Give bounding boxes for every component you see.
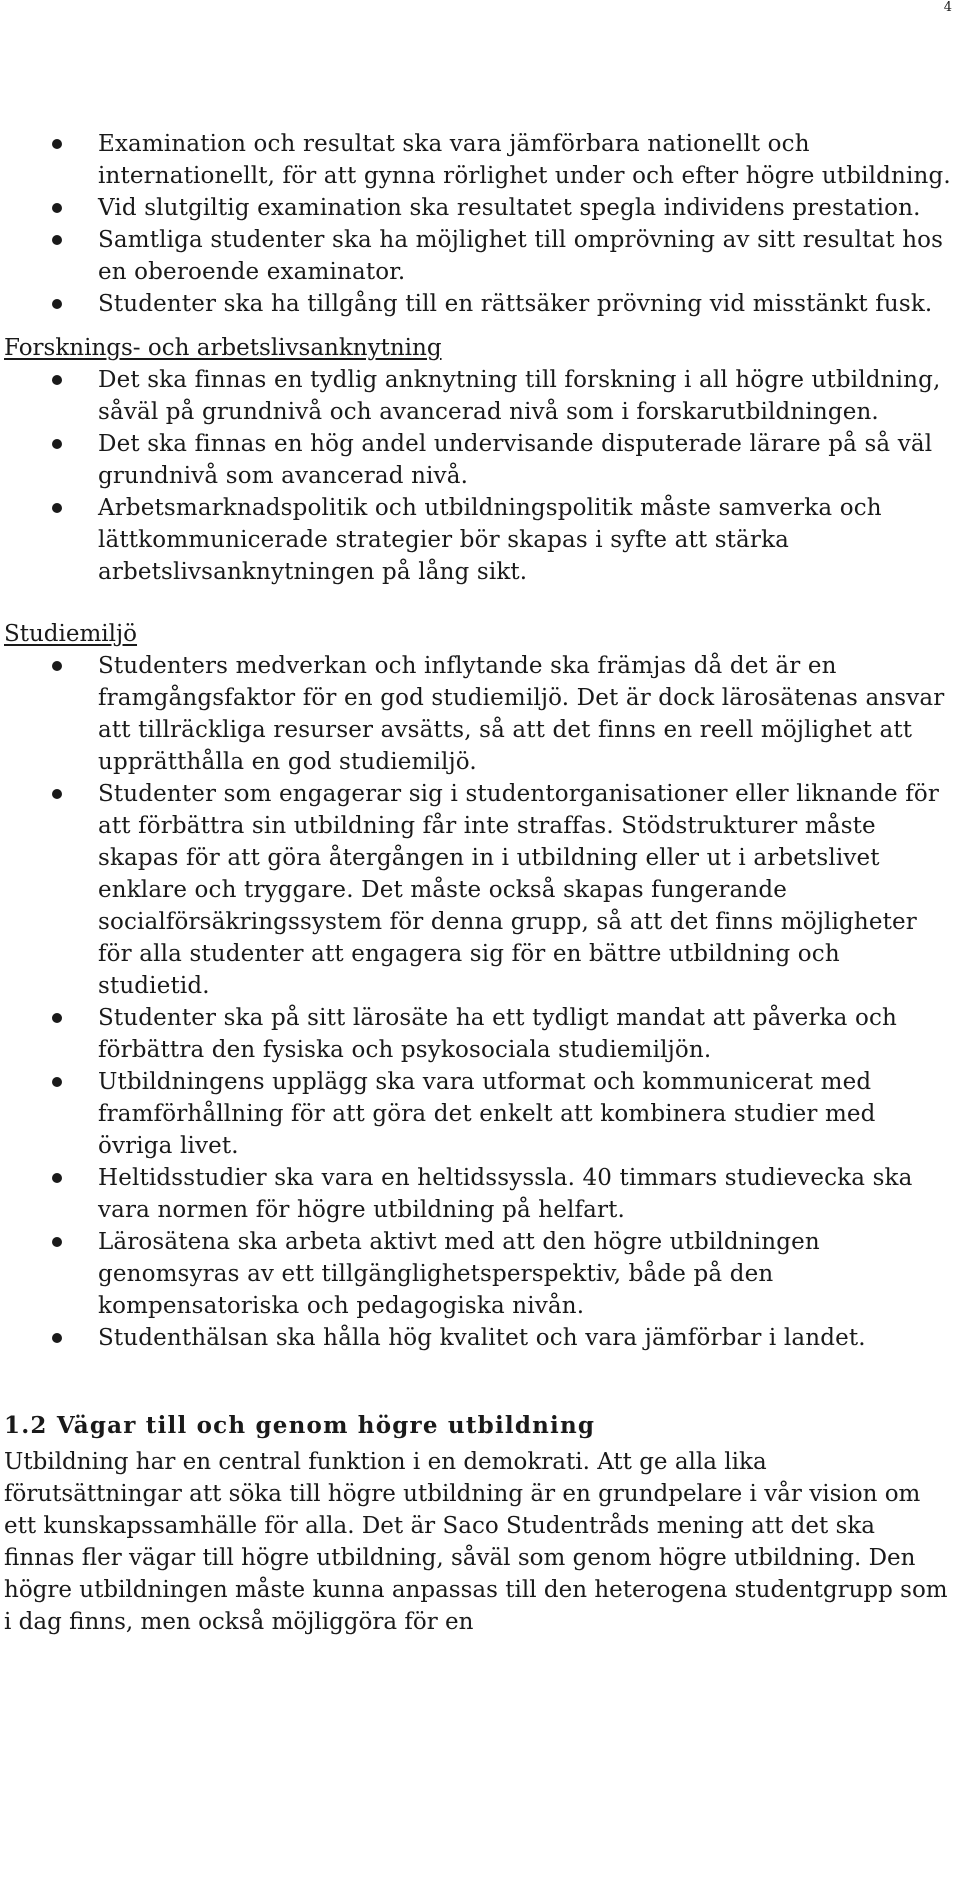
list-item: Studenter som engagerar sig i studentorganisationer eller liknande för att förbättra sin utbildning får inte straffas. Stödstrukturer måste skapas för att göra återgången in i utbildning eller ut i arbetslivet enklare och tryggare. Det måste också skapas fungerande socialförsäkringssystem för denna grupp, så att det finns möjligheter för alla studenter att engagera sig för en bättre utbildning och studietid. [4, 778, 956, 1002]
bullet-icon [52, 139, 62, 149]
section-heading-study-environment: Studiemiljö [4, 621, 138, 647]
list-item: Utbildningens upplägg ska vara utformat och kommunicerat med framförhållning för att göra det enkelt att kombinera studier med övriga livet. [4, 1066, 956, 1162]
list-item: Arbetsmarknadspolitik och utbildningspolitik måste samverka och lättkommunicerade strategier bör skapas i syfte att stärka arbetslivsanknytningen på lång sikt. [4, 492, 956, 588]
bullet-icon [52, 661, 62, 671]
bullet-icon [52, 1333, 62, 1343]
list-item: Studenters medverkan och inflytande ska främjas då det är en framgångsfaktor för en god studiemiljö. Det är dock lärosätenas ansvar att tillräckliga resurser avsätts, så att det finns en reell möjlighet att upprätthålla en god studiemiljö. [4, 650, 956, 778]
bullet-icon [52, 1237, 62, 1247]
bullet-icon [52, 1077, 62, 1087]
bullet-icon [52, 789, 62, 799]
chapter-paragraph: Utbildning har en central funktion i en demokrati. Att ge alla lika förutsättningar att söka till högre utbildning är en grundpelare i vår vision om ett kunskapssamhälle för alla. Det är Saco Studentråds mening att det ska finnas fler vägar till högre utbildning, såväl som genom högre utbildning. Den högre utbildningen måste kunna anpassas till den heterogena studentgrupp som i dag finns, men också möjliggöra för en [4, 1449, 948, 1635]
list-item: Vid slutgiltig examination ska resultatet spegla individens prestation. [4, 192, 956, 224]
research-list [4, 364, 956, 588]
bullet-icon [52, 439, 62, 449]
bullet-icon [52, 1013, 62, 1023]
section-heading-research: Forsknings- och arbetslivsanknytning [4, 335, 442, 361]
bullet-icon [52, 203, 62, 213]
list-item: Studenter ska ha tillgång till en rättsäker prövning vid misstänkt fusk. [4, 288, 956, 320]
bullet-icon [52, 299, 62, 309]
list-item: Det ska finnas en tydlig anknytning till forskning i all högre utbildning, såväl på grundnivå och avancerad nivå som i forskarutbildningen. [4, 364, 956, 428]
intro-list [4, 128, 956, 320]
list-item: Studenter ska på sitt lärosäte ha ett tydligt mandat att påverka och förbättra den fysiska och psykosociala studiemiljön. [4, 1002, 956, 1066]
list-item: Det ska finnas en hög andel undervisande disputerade lärare på så väl grundnivå som avancerad nivå. [4, 428, 956, 492]
list-item: Heltidsstudier ska vara en heltidssyssla. 40 timmars studievecka ska vara normen för högre utbildning på helfart. [4, 1162, 956, 1226]
document-body [4, 128, 956, 1638]
bullet-icon [52, 235, 62, 245]
chapter-heading: 1.2 Vägar till och genom högre utbildning [4, 1412, 596, 1439]
bullet-icon [52, 503, 62, 513]
list-item: Samtliga studenter ska ha möjlighet till omprövning av sitt resultat hos en oberoende examinator. [4, 224, 956, 288]
bullet-icon [52, 1173, 62, 1183]
list-item: Lärosätena ska arbeta aktivt med att den högre utbildningen genomsyras av ett tillgänglighetsperspektiv, både på den kompensatoriska och pedagogiska nivån. [4, 1226, 956, 1322]
list-item: Studenthälsan ska hålla hög kvalitet och vara jämförbar i landet. [4, 1322, 956, 1354]
study-environment-list [4, 650, 956, 1354]
list-item: Examination och resultat ska vara jämförbara nationellt och internationellt, för att gynna rörlighet under och efter högre utbildning. [4, 128, 956, 192]
bullet-icon [52, 375, 62, 385]
page-number: 4 [943, 0, 952, 15]
